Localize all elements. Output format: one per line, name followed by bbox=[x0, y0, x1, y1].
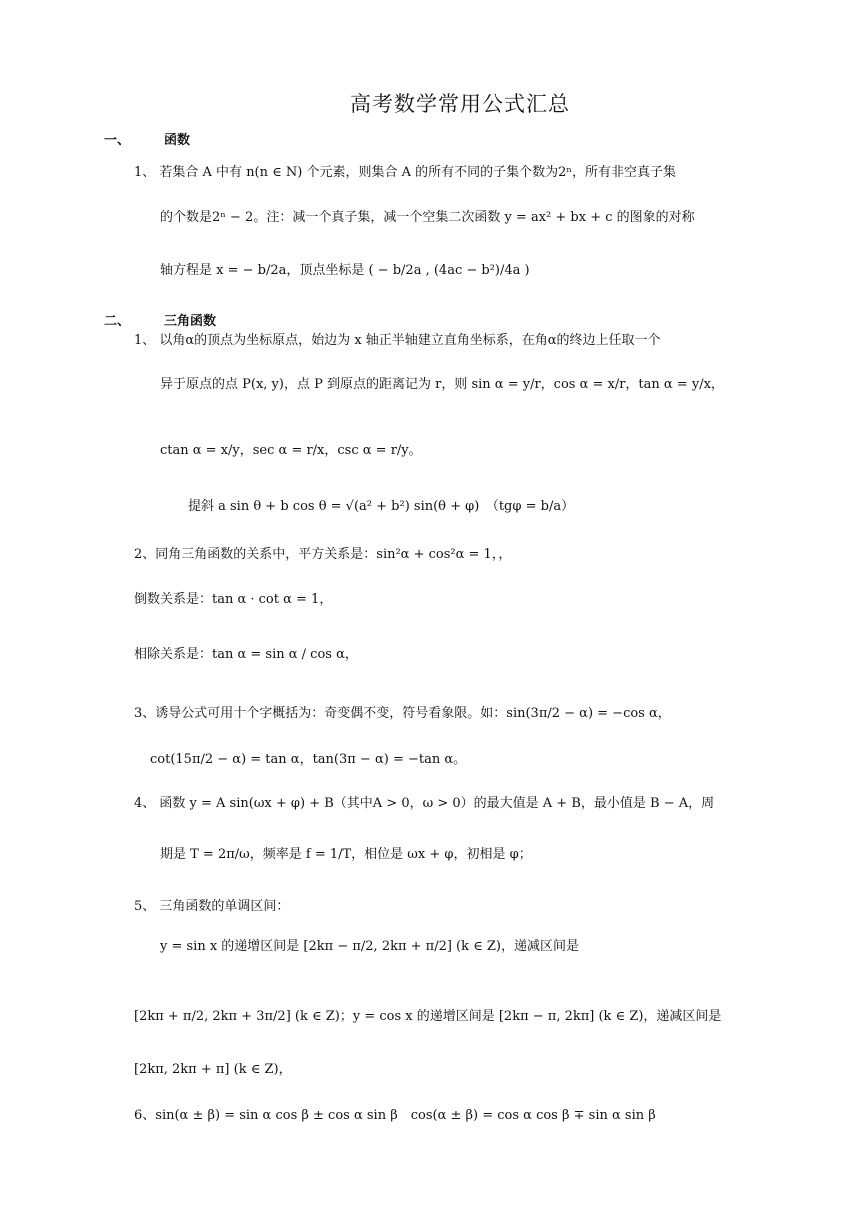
trig-item-5-line-4: [2kπ, 2kπ + π] (k ∈ Z)， bbox=[134, 1062, 292, 1077]
trig-item-3-line-2: cot(15π/2 − α) = tan α，tan(3π − α) = −tan α。 bbox=[150, 752, 467, 767]
function-item-1-line-3: 轴方程是 x = − b/2a，顶点坐标是 ( − b/2a , (4ac − b²)/4a ) bbox=[160, 263, 530, 278]
trig-item-1-line-2: 异于原点的点 P(x, y)，点 P 到原点的距离记为 r，则 sin α = y/r，cos α = x/r，tan α = y/x， bbox=[160, 377, 724, 392]
trig-item-5-line-2: y = sin x 的递增区间是 [2kπ − π/2, 2kπ + π/2] (k ∈ Z)，递减区间是 bbox=[160, 939, 580, 954]
section-heading-trigonometry: 三角函数 bbox=[164, 314, 217, 329]
section-number-2: 二、 bbox=[104, 314, 131, 329]
trig-item-6-line-1: 6、sin(α ± β) = sin α cos β ± cos α sin β cos(α ± β) = cos α cos β ∓ sin α sin β bbox=[134, 1108, 656, 1123]
trig-item-2-line-3: 相除关系是：tan α = sin α / cos α， bbox=[134, 647, 358, 662]
section-number-1: 一、 bbox=[104, 133, 131, 148]
trig-item-4-line-2: 期是 T = 2π/ω，频率是 f = 1/T，相位是 ωx + φ，初相是 φ； bbox=[160, 847, 532, 862]
trig-item-1-line-3: ctan α = x/y，sec α = r/x，csc α = r/y。 bbox=[160, 443, 422, 458]
trig-item-2-line-1: 2、同角三角函数的关系中，平方关系是：sin²α + cos²α = 1，， bbox=[134, 547, 512, 562]
section-heading-functions: 函数 bbox=[164, 133, 191, 148]
trig-item-2-line-2: 倒数关系是：tan α · cot α = 1， bbox=[134, 592, 333, 607]
trig-item-4-line-1: 4、 函数 y = A sin(ωx + φ) + B（其中A > 0，ω > 0）的最大值是 A + B，最小值是 B − A，周 bbox=[134, 796, 715, 811]
trig-item-1-line-1: 1、 以角α的顶点为坐标原点，始边为 x 轴正半轴建立直角坐标系，在角α的终边上任取一个 bbox=[134, 333, 661, 348]
trig-item-3-line-1: 3、诱导公式可用十个字概括为：奇变偶不变，符号看象限。如：sin(3π/2 − α) = −cos α， bbox=[134, 706, 671, 721]
function-item-1-line-2: 的个数是2ⁿ − 2。注：减一个真子集，减一个空集二次函数 y = ax² + bx + c 的图象的对称 bbox=[160, 210, 695, 225]
trig-item-5-line-3: [2kπ + π/2, 2kπ + 3π/2] (k ∈ Z)；y = cos x 的递增区间是 [2kπ − π, 2kπ] (k ∈ Z)，递减区间是 bbox=[134, 1009, 722, 1024]
page-title: 高考数学常用公式汇总 bbox=[350, 92, 570, 116]
trig-item-5-line-1: 5、 三角函数的单调区间： bbox=[134, 899, 290, 914]
auxiliary-angle-formula: 提斜 a sin θ + b cos θ = √(a² + b²) sin(θ + φ) （tgφ = b/a） bbox=[188, 499, 575, 514]
function-item-1-line-1: 1、 若集合 A 中有 n(n ∈ N) 个元素，则集合 A 的所有不同的子集个数为2ⁿ，所有非空真子集 bbox=[134, 165, 677, 180]
